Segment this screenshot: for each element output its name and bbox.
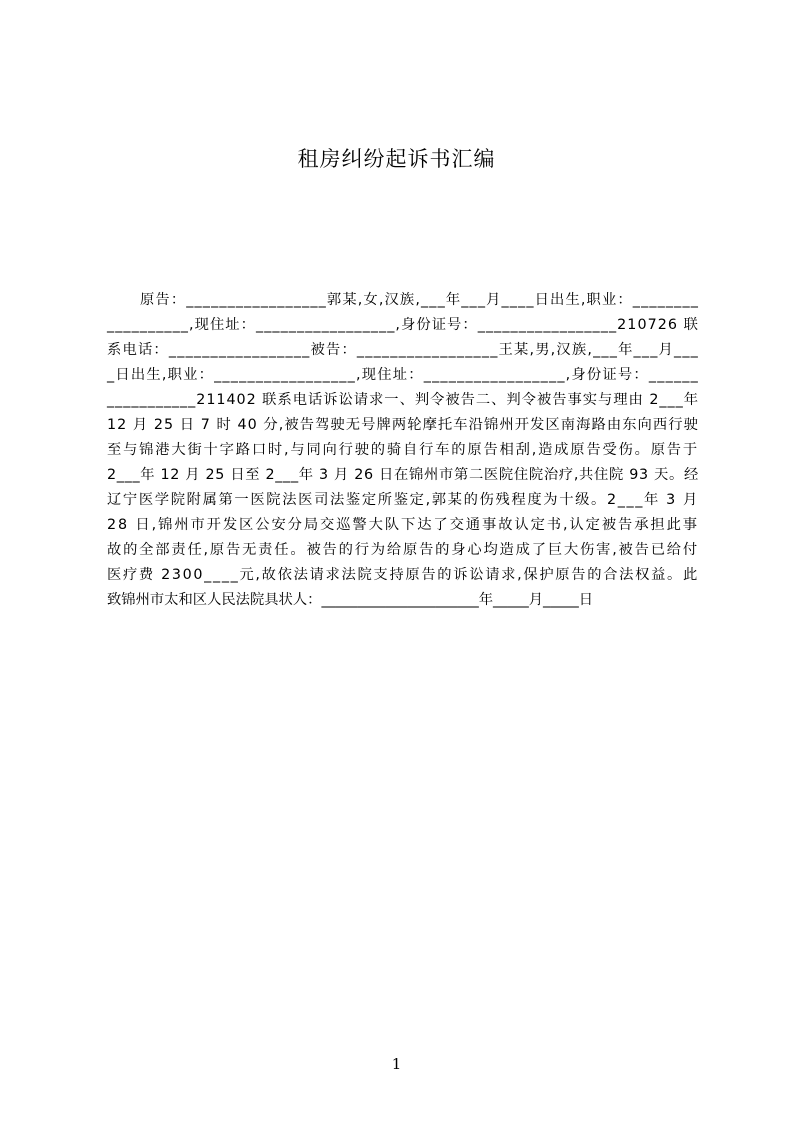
body-line: __________,现住址：_________________,身份证号：_________________210726 联 (107, 317, 699, 333)
body-line: 2___年 12 月 25 日至 2___年 3 月 26 日在锦州市第二医院住院治疗,共住院 93 天。经 (107, 467, 699, 483)
complaint-body (107, 288, 699, 613)
body-line: 医疗费 2300____元,故依法请求法院支持原告的诉讼请求,保护原告的合法权益。此 (107, 567, 699, 583)
body-line: 辽宁医学院附属第一医院法医司法鉴定所鉴定,郭某的伤残程度为十级。2___年 3 月 (107, 492, 699, 508)
body-line: 12 月 25 日 7 时 40 分,被告驾驶无号牌两轮摩托车沿锦州开发区南海路由东向西行驶 (107, 417, 699, 433)
body-line: 故的全部责任,原告无责任。被告的行为给原告的身心均造成了巨大伤害,被告已给付 (107, 542, 699, 558)
body-line: 系电话：_________________被告：_________________王某,男,汉族,___年___月___ (107, 342, 699, 358)
body-line: 至与锦港大街十字路口时,与同向行驶的骑自行车的原告相刮,造成原告受伤。原告于 (107, 442, 699, 458)
document-title: 租房纠纷起诉书汇编 (297, 147, 496, 171)
body-line: 28 日,锦州市开发区公安分局交巡警大队下达了交通事故认定书,认定被告承担此事 (107, 517, 699, 533)
body-line: 致锦州市太和区人民法院具状人：______________________年_____月_____日 (107, 592, 594, 608)
page-number: 1 (391, 1055, 402, 1073)
body-line: 原告：_________________郭某,女,汉族,___年___月____日出生,职业：________ (140, 292, 699, 308)
body-line: _日出生,职业：_________________,现住址：_________________,身份证号：______ (107, 367, 699, 383)
body-line: ___________211402 联系电话诉讼请求一、判令被告二、判令被告事实与理由 2___年 (107, 392, 699, 408)
